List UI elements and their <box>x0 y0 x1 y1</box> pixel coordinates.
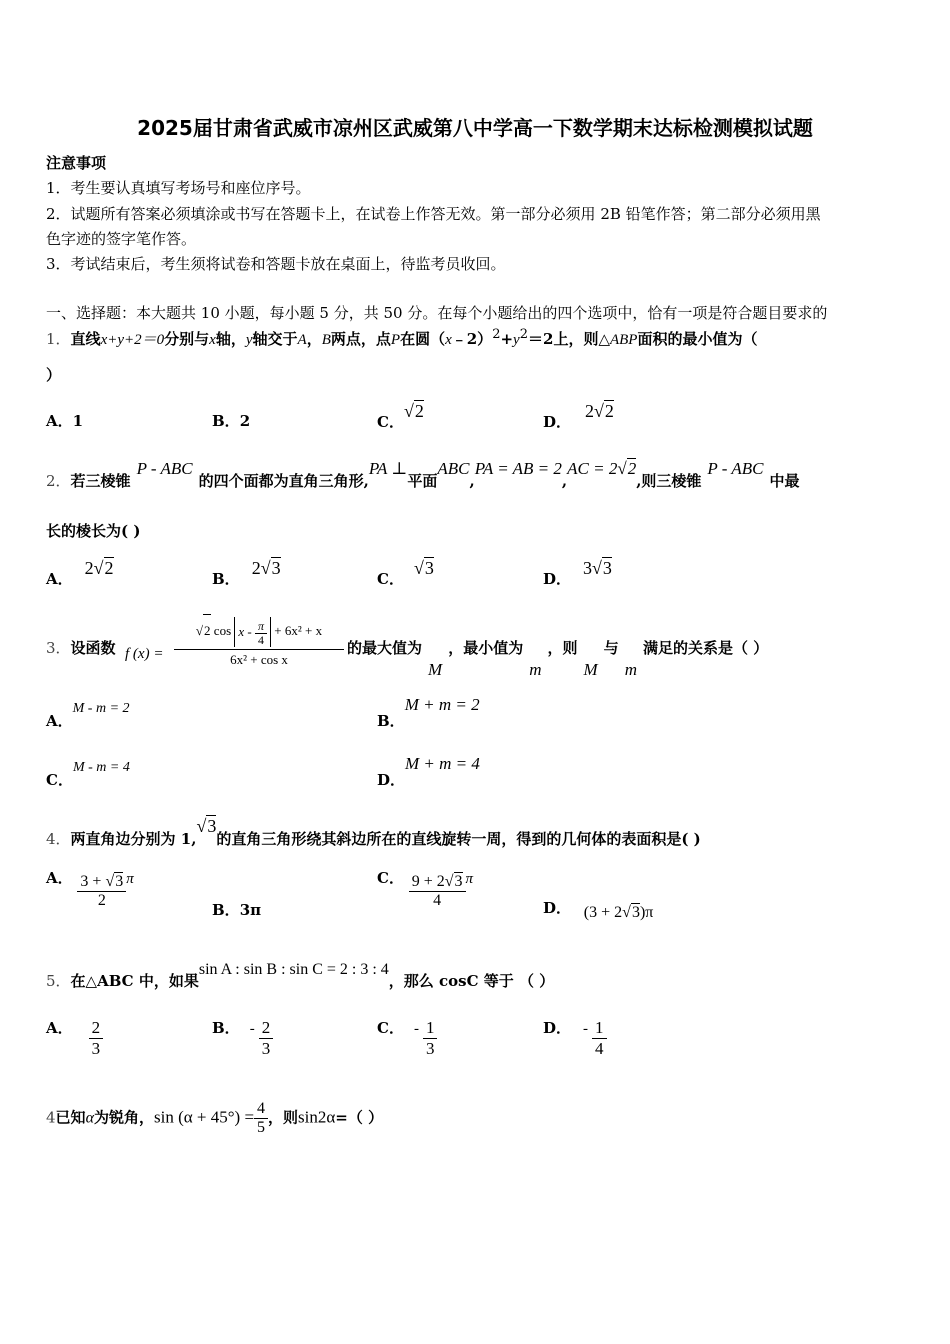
question-number: 4． <box>46 830 71 848</box>
option-c[interactable]: C．√2 <box>377 401 424 431</box>
function-fraction: √2 cos x - $\frac{\pi}{4}$ + 6x² + x 6x² + cos x <box>174 614 344 668</box>
option-d[interactable]: D．3√3 <box>543 558 612 588</box>
question-4: 4．两直角边分别为 1,√3的直角三角形绕其斜边所在的直线旋转一周，得到的几何体的表面积是( ) <box>46 816 701 848</box>
option-d[interactable]: D．M + m = 4 <box>377 754 480 789</box>
notice-heading: 注意事项 <box>46 154 107 172</box>
option-b[interactable]: B． - $\frac{2}{3}$ <box>212 1018 273 1059</box>
option-d[interactable]: D．2√2 <box>543 401 614 431</box>
function-lhs: f (x) = <box>125 646 164 662</box>
page-title: 2025届甘肃省武威市凉州区武威第八中学高一下数学期末达标检测模拟试题 <box>137 116 813 140</box>
option-a[interactable]: A．1 <box>46 412 84 430</box>
question-2: 2．若三棱锥P - ABC的四个面都为直角三角形,PA ⊥平面ABC,PA = AB = 2,AC = 2√2,则三棱锥P - ABC中最 <box>46 459 800 490</box>
question-6: 4已知α为锐角，sin (α + 45°) = $\frac{4}{5}$ ，则sin2α=（ ） <box>46 1100 384 1136</box>
question-number: 2． <box>46 472 71 490</box>
question-1-cont: ） <box>46 366 62 384</box>
option-c[interactable]: C． $\frac{9 + 2√3}{4}$ π <box>377 869 474 909</box>
notice-item: 2．试题所有答案必须填涂或书写在答题卡上，在试卷上作答无效。第一部分必须用 2B 铅笔作答；第二部分必须用黑 <box>46 205 821 223</box>
notice-item: 色字迹的签字笔作答。 <box>46 230 197 248</box>
option-d[interactable]: D． - $\frac{1}{4}$ <box>543 1018 607 1059</box>
question-number: 5． <box>46 972 71 990</box>
section-header: 一、选择题：本大题共 10 小题，每小题 5 分，共 50 分。在每个小题给出的四个选项中，恰有一项是符合题目要求的 <box>46 304 828 322</box>
question-number: 1． <box>46 330 71 348</box>
question-2-cont: 长的棱长为( ) <box>46 522 141 540</box>
option-c[interactable]: C．√3 <box>377 558 434 588</box>
question-number: 4 <box>46 1108 56 1127</box>
question-5: 5．在△ABC 中，如果sin A : sin B : sin C = 2 : 3 : 4，那么 cosC 等于 （ ） <box>46 961 555 990</box>
option-b[interactable]: B．M + m = 2 <box>377 695 480 730</box>
option-d[interactable]: D． (3 + 2√3)π <box>543 899 654 921</box>
question-3-text: 的最大值为M，最小值为m，则M与m满足的关系是（ ） <box>347 639 769 679</box>
option-b[interactable]: B．2 <box>212 412 251 430</box>
option-a[interactable]: A． $\frac{2}{3}$ <box>46 1018 103 1059</box>
option-a[interactable]: A． $\frac{3 + √3}{2}$ π <box>46 869 134 909</box>
option-b[interactable]: B．2√3 <box>212 558 281 588</box>
question-1: 1．直线x+y+2＝0分别与x轴，y轴交于A，B两点，点P在圆$(x﹣2)^2+y^2=2$上，则△ABP面积的最小值为（ <box>46 327 758 348</box>
option-c[interactable]: C． - $\frac{1}{3}$ <box>377 1018 437 1059</box>
option-a[interactable]: A．M - m = 2 <box>46 701 130 730</box>
notice-item: 1．考生要认真填写考场号和座位序号。 <box>46 179 311 197</box>
option-b[interactable]: B．3π <box>212 901 262 919</box>
notice-item: 3．考试结束后，考生须将试卷和答题卡放在桌面上，待监考员收回。 <box>46 255 506 273</box>
question-3-lead: 3．设函数 <box>46 639 116 657</box>
option-a[interactable]: A．2√2 <box>46 558 114 588</box>
question-number: 3． <box>46 639 71 657</box>
option-c[interactable]: C．M - m = 4 <box>46 760 130 789</box>
